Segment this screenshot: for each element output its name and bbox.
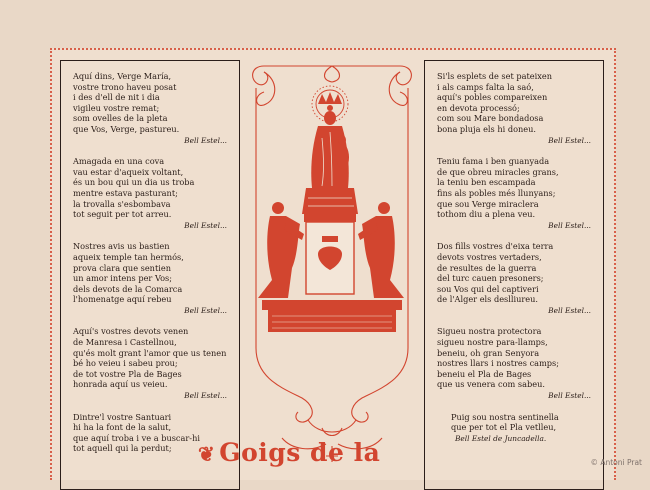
flower-ornament-icon: ❦ [198, 442, 216, 466]
verse-line: és un bou qui un dia us troba [73, 177, 195, 188]
verse-line: Puig sou nostra sentinella [451, 411, 559, 422]
verse-line: l'homenatge aquí rebeu [73, 294, 172, 305]
verse-line: que sou Verge miraclera [437, 198, 539, 209]
verse-line: Sigueu nostra protectora [437, 326, 542, 337]
verse-line: Si'ls esplets de set pateixen [437, 71, 552, 81]
verse-line: sigueu nostre para-llamps, [437, 337, 548, 348]
verse-line: del turc cauen presoners; [437, 273, 544, 284]
verse-line: de Manresa i Castellnou, [73, 337, 177, 348]
verse-line: som ovelles de la pleta [73, 113, 168, 124]
verse-line: com sou Mare bondadosa [437, 113, 544, 124]
verse-stanza [73, 156, 227, 231]
verse-line: que per tot el Pla vetlleu, [451, 422, 557, 433]
verse-stanza [437, 241, 591, 316]
verse-line: aquí's pobles compareixen [437, 92, 548, 103]
verse-stanza [73, 326, 227, 401]
verse-line: dels devots de la Comarca [73, 283, 183, 294]
verse-line: tothom diu a plena veu. [437, 209, 536, 220]
refrain: Bell Estel... [548, 391, 591, 401]
verse-stanza [437, 71, 591, 146]
verse-line: Nostres avis us bastien [73, 241, 170, 252]
verse-line: honrada aquí us veieu. [73, 379, 168, 390]
verse-stanza [73, 241, 227, 316]
verse-line: i des d'ell de nit i dia [73, 92, 160, 103]
verse-line: sou Vos qui del captiveri [437, 283, 539, 294]
verse-line: vigileu vostre remat; [73, 102, 160, 113]
goigs-title [198, 438, 381, 467]
verse-line: qu'és molt grant l'amor que us tenen [73, 347, 227, 358]
verse-line: beneiu, oh gran Senyora [437, 347, 540, 358]
verse-line: beneiu el Pla de Bages [437, 368, 532, 379]
verse-line: vau estar d'aqueix voltant, [73, 166, 184, 177]
verse-line: de que obreu miracles grans, [437, 166, 559, 177]
verse-line: que aquí troba i ve a buscar-hi [73, 432, 200, 443]
verse-line: Amagada en una cova [73, 156, 165, 167]
verse-line: la trovalla s'esbombava [73, 198, 171, 209]
verse-line: tot seguit per tot arreu. [73, 209, 172, 220]
photo-watermark: © Antoni Prat [590, 458, 642, 467]
refrain: Bell Estel de Juncadella. [455, 433, 547, 443]
verse-line: Dos fills vostres d'eixa terra [437, 241, 554, 252]
verse-line: de l'Alger els deslliureu. [437, 294, 539, 305]
left-verse-column [60, 60, 240, 490]
verse-line: aqueix temple tan hermós, [73, 251, 184, 262]
verse-line: tot aquell qui la perdut; [73, 443, 172, 454]
verse-line: mentre estava pasturant; [73, 187, 178, 198]
verse-line: vostre trono haveu posat [73, 81, 177, 92]
verse-line: Aquí's vostres devots venen [73, 326, 189, 337]
refrain: Bell Estel... [184, 305, 227, 315]
refrain: Bell Estel... [184, 220, 227, 230]
verse-line: i als camps falta la saó, [437, 81, 534, 92]
refrain: Bell Estel... [548, 220, 591, 230]
verse-line: prova clara que sentien [73, 262, 171, 273]
verse-line: nostres llars i nostres camps; [437, 358, 560, 369]
verse-line: fins als pobles més llunyans; [437, 187, 556, 198]
virgin-illustration [242, 58, 422, 478]
right-verse-column [424, 60, 604, 490]
verse-line: un amor intens per Vos; [73, 273, 172, 284]
verse-line: hi ha la font de la salut, [73, 422, 172, 433]
verse-stanza [437, 412, 591, 445]
verse-line: bona pluja els hi doneu. [437, 123, 537, 134]
verse-stanza [437, 326, 591, 401]
verse-line: en devota processó; [437, 102, 520, 113]
verse-stanza [437, 156, 591, 231]
verse-stanza [73, 71, 227, 146]
verse-line: que Vos, Verge, pastureu. [73, 123, 180, 134]
refrain: Bell Estel... [548, 135, 591, 145]
verse-line: de resultes de la guerra [437, 262, 537, 273]
verse-line: Aquí dins, Verge María, [73, 71, 172, 81]
title-text: Goigs de la [219, 438, 381, 467]
verse-line: Teniu fama i ben guanyada [437, 156, 550, 167]
verse-line: Dintre'l vostre Santuari [73, 411, 172, 422]
verse-line: que us venera com sabeu. [437, 379, 545, 390]
verse-line: bé ho veieu i sabeu prou; [73, 358, 178, 369]
refrain: Bell Estel... [184, 391, 227, 401]
refrain: Bell Estel... [548, 305, 591, 315]
goigs-sheet [50, 48, 616, 480]
verse-line: devots vostres vertaders, [437, 251, 542, 262]
verse-line: de tot vostre Pla de Bages [73, 368, 182, 379]
refrain: Bell Estel... [184, 135, 227, 145]
verse-line: la teniu ben escampada [437, 177, 536, 188]
